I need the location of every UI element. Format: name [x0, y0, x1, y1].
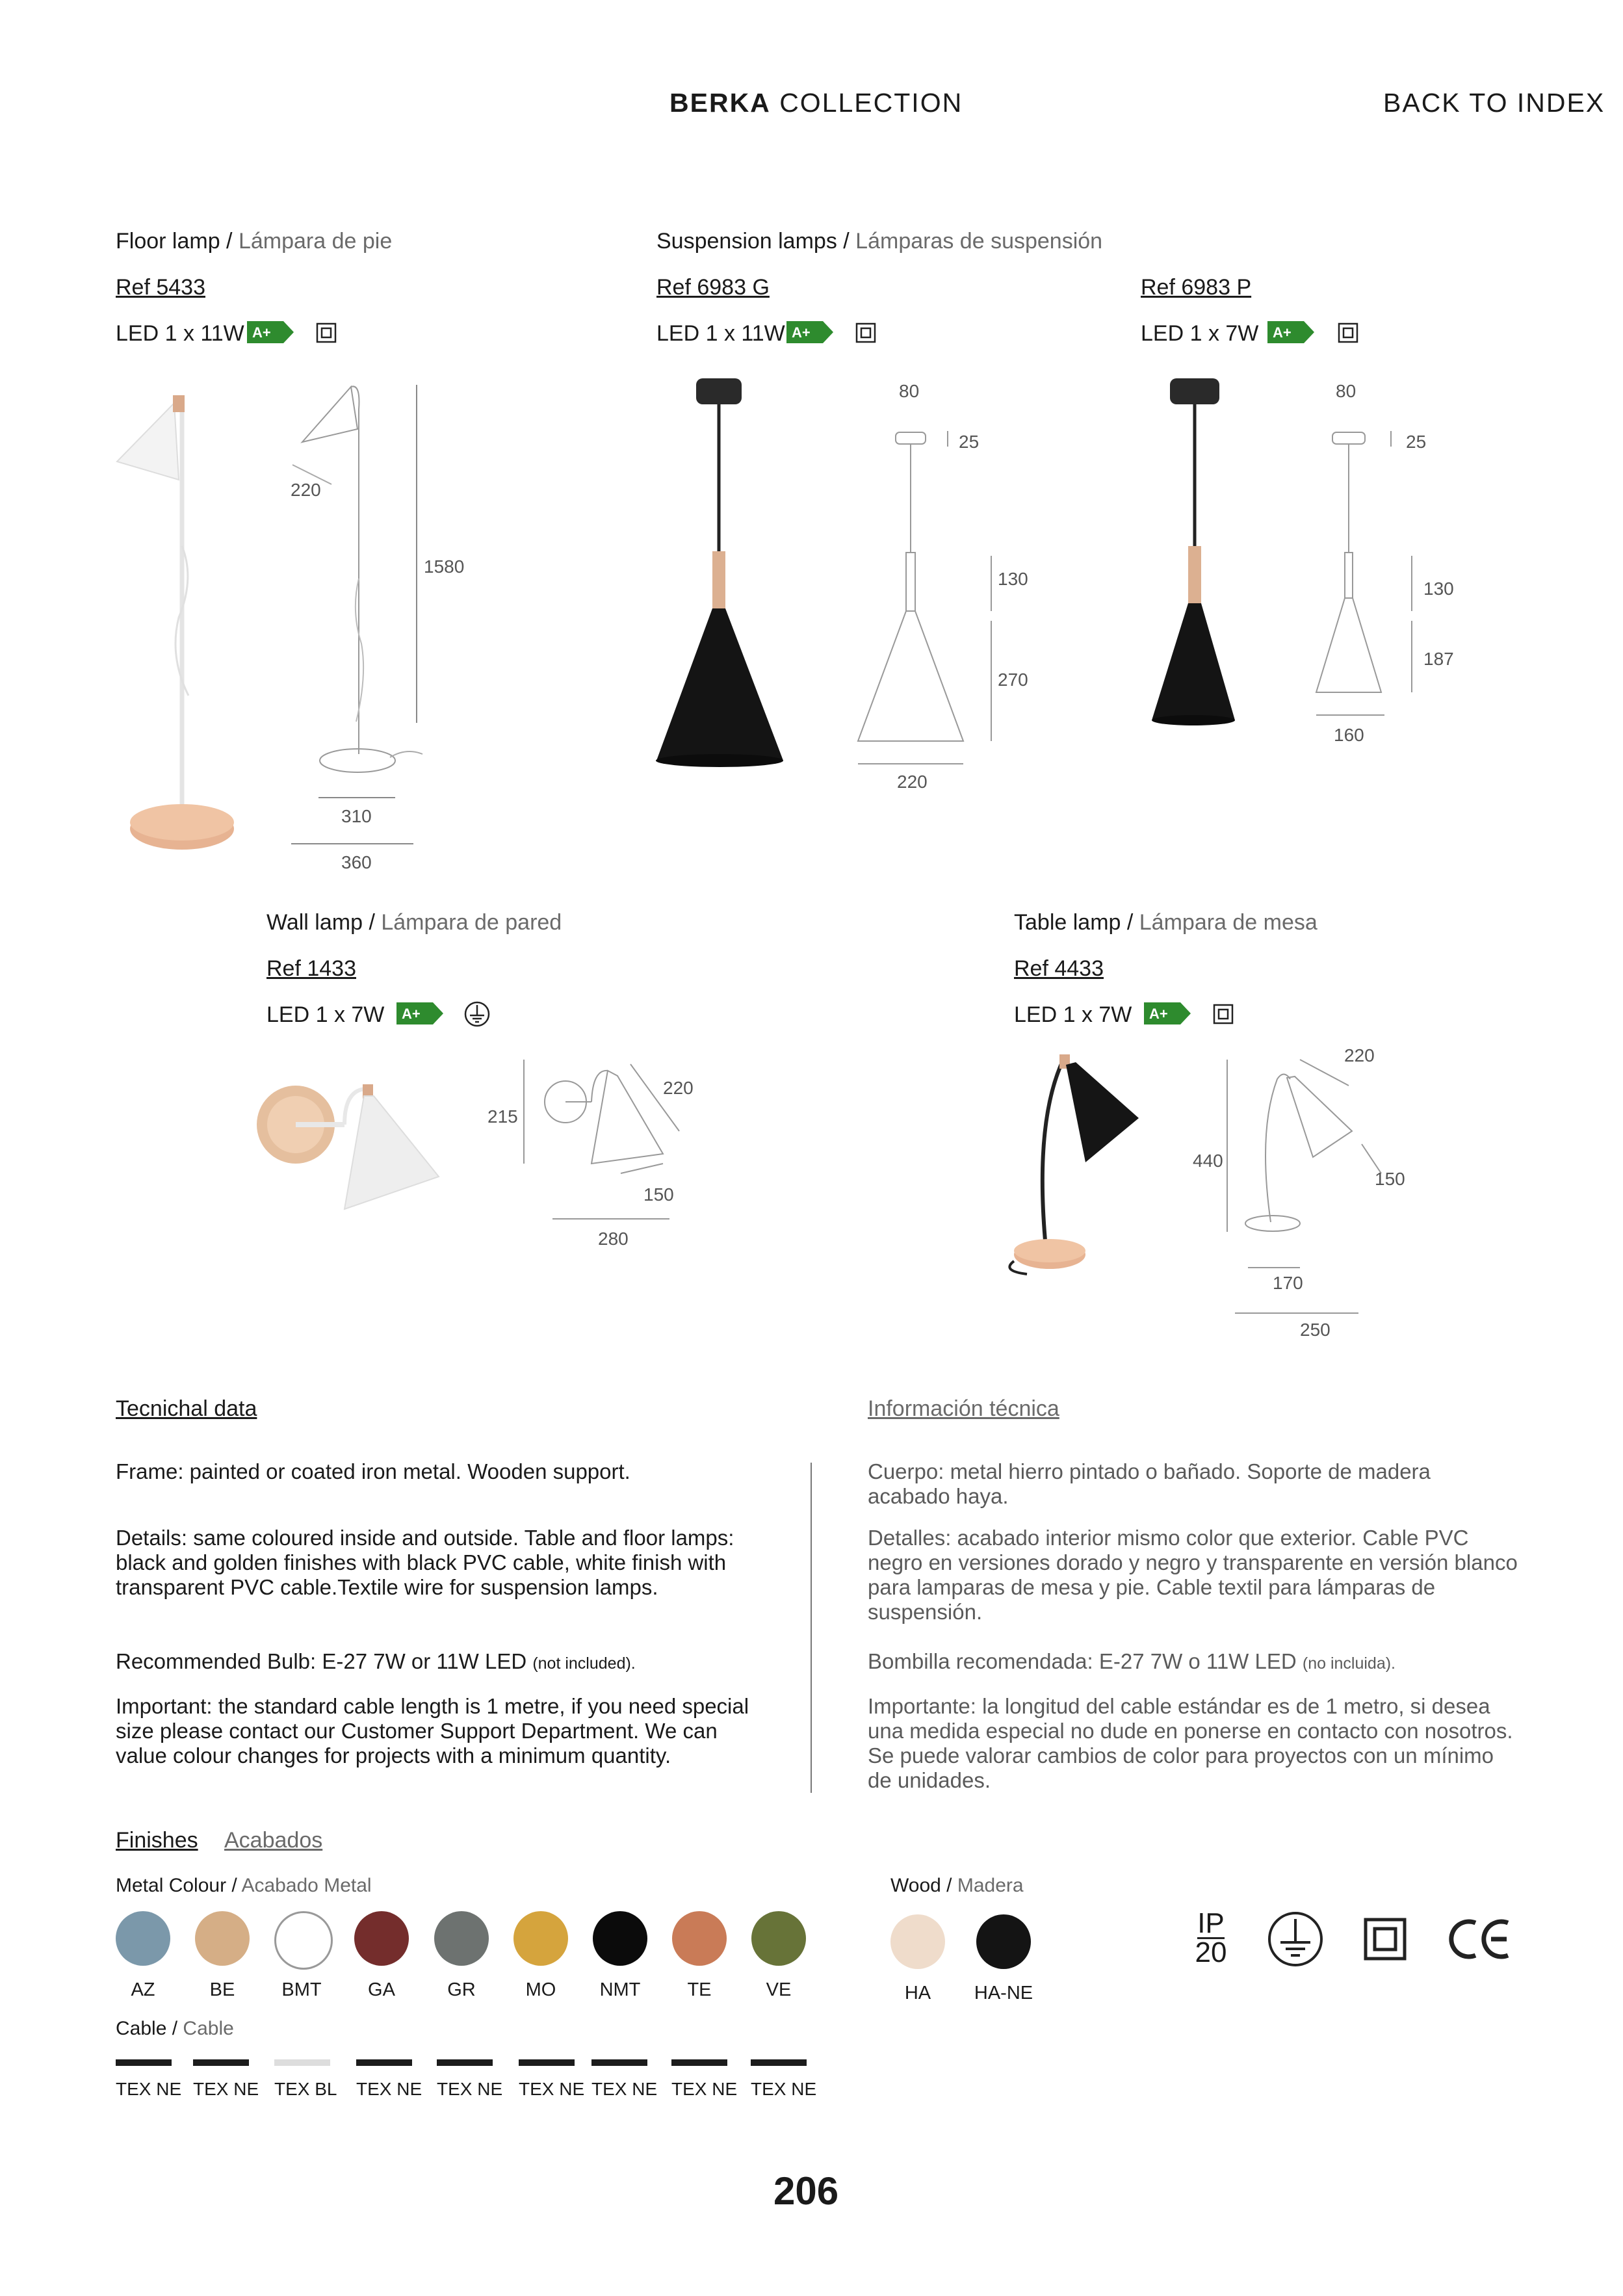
metal-swatch [195, 1911, 250, 1966]
metal-colour-label-es: Acabado Metal [241, 1875, 372, 1896]
cable-swatch [437, 2059, 493, 2066]
class-ii-icon [1213, 1004, 1234, 1024]
energy-class-badge [786, 321, 833, 343]
table-lamp-title: Table lamp / Lámpara de mesa [1014, 910, 1318, 935]
tech-bulb-en-note: (not included). [532, 1654, 636, 1673]
floor-lamp-title: Floor lamp / Lámpara de pie [116, 229, 393, 254]
energy-class-label: A+ [252, 324, 271, 341]
tech-bulb-en-text: Recommended Bulb: E-27 7W or 11W LED [116, 1649, 527, 1673]
tech-details-en: Details: same coloured inside and outside. Table and floor lamps: black and golden finishes with black PVC cable, white finish with transparent PVC cable.Textile wire for suspension lamps. [116, 1526, 734, 1599]
table-lamp-photo [994, 1047, 1144, 1281]
cable-label-en: Cable [116, 2018, 167, 2039]
energy-class-badge [1267, 321, 1314, 343]
metal-swatch-code: BE [209, 1979, 235, 2000]
wall-lamp-title-es: Lámpara de pared [381, 910, 562, 935]
dim-label: 220 [291, 480, 321, 500]
metal-swatch [672, 1911, 727, 1966]
suspension-lamps-title: Suspension lamps / Lámparas de suspensión [656, 229, 1103, 254]
metal-swatch-code: NMT [599, 1979, 641, 2000]
page-number: 206 [773, 2169, 839, 2213]
suspension-g-ref-link[interactable]: Ref 6983 G [656, 275, 770, 300]
dim-label: 80 [1336, 381, 1357, 401]
energy-class-label: A+ [1273, 324, 1292, 341]
floor-lamp-photo [117, 384, 279, 858]
metal-swatch [593, 1911, 647, 1966]
wood-swatch [976, 1914, 1031, 1969]
metal-swatch [751, 1911, 806, 1966]
cable-swatch [751, 2059, 807, 2066]
suspension-g-led: LED 1 x 11W [656, 321, 785, 346]
floor-lamp-title-en: Floor lamp [116, 229, 220, 254]
wall-lamp-photo [247, 1053, 442, 1222]
metal-swatch [354, 1911, 409, 1966]
energy-class-label: A+ [1149, 1006, 1168, 1022]
dim-label: 215 [487, 1106, 518, 1127]
finishes-heading-en: Finishes [116, 1828, 198, 1853]
tech-heading-en: Tecnichal data [116, 1396, 257, 1421]
cable-swatch-code: TEX NE [519, 2079, 585, 2099]
dim-label: 130 [998, 569, 1028, 589]
cable-swatch-code: TEX NE [751, 2079, 817, 2099]
table-lamp-title-es: Lámpara de mesa [1139, 910, 1318, 935]
suspension-g-photo [653, 377, 790, 774]
tech-important-es: Importante: la longitud del cable estándar es de 1 metro, si desea una medida especial no dude en ponerse en contacto con nosotros. Se puede valorar cambios de color para proyectos con un mínimo de unidades. [868, 1694, 1513, 1792]
wood-swatch [890, 1914, 945, 1969]
dim-label: 25 [959, 432, 980, 452]
suspension-p-ref-link[interactable]: Ref 6983 P [1141, 275, 1252, 300]
class-ii-icon [1338, 322, 1358, 343]
dim-line [291, 843, 413, 844]
table-lamp-led: LED 1 x 7W [1014, 1002, 1132, 1027]
dim-label: 220 [897, 772, 928, 792]
wall-lamp-title: Wall lamp / Lámpara de pared [266, 910, 562, 935]
cable-swatch-code: TEX NE [356, 2079, 422, 2099]
cable-swatch-code: TEX NE [671, 2079, 738, 2099]
dim-label: 150 [1375, 1169, 1405, 1189]
wall-lamp-ref-link[interactable]: Ref 1433 [266, 956, 356, 981]
dim-line [416, 385, 417, 723]
metal-swatch-code: VE [766, 1979, 792, 2000]
floor-lamp-led: LED 1 x 11W [116, 321, 244, 346]
suspension-p-photo [1144, 377, 1248, 728]
earth-ground-icon [464, 1001, 490, 1027]
metal-swatch [116, 1911, 170, 1966]
metal-swatch-code: GA [368, 1979, 395, 2000]
metal-colour-label-en: Metal Colour [116, 1875, 227, 1896]
tech-bulb-en [116, 1649, 766, 1676]
cable-label-es: Cable [183, 2018, 234, 2039]
tech-frame-en: Frame: painted or coated iron metal. Wooden support. [116, 1459, 630, 1483]
back-to-index-link[interactable]: BACK TO INDEX [1383, 88, 1605, 118]
cable-swatch-code: TEX NE [193, 2079, 259, 2099]
dim-label: 250 [1300, 1320, 1331, 1340]
cable-swatch [356, 2059, 412, 2066]
suspension-p-led: LED 1 x 7W [1141, 321, 1259, 346]
metal-colour-label: Metal Colour / Acabado Metal [116, 1875, 372, 1896]
wood-label: Wood / Madera [890, 1875, 1024, 1896]
metal-swatch [513, 1911, 568, 1966]
dim-label: 80 [899, 381, 920, 401]
collection-label: COLLECTION [779, 88, 963, 118]
floor-lamp-drawing [286, 384, 442, 787]
cable-swatch [193, 2059, 249, 2066]
dim-label: 130 [1423, 579, 1454, 599]
class-ii-icon [1364, 1918, 1407, 1961]
dim-label: 150 [643, 1184, 674, 1205]
earth-ground-icon [1267, 1911, 1323, 1967]
finishes-heading-es: Acabados [224, 1828, 323, 1853]
wall-lamp-led: LED 1 x 7W [266, 1002, 385, 1027]
column-divider [811, 1463, 812, 1793]
energy-class-badge [1144, 1002, 1191, 1024]
dim-line [318, 797, 395, 798]
energy-class-badge [247, 321, 294, 343]
suspension-title-es: Lámparas de suspensión [855, 229, 1103, 254]
tech-important-en: Important: the standard cable length is 1 metre, if you need special size please contact our Customer Support Department. We can value colour changes for projects with a minimum quantity. [116, 1694, 749, 1768]
cable-label: Cable / Cable [116, 2018, 234, 2039]
collection-name: BERKA [669, 88, 771, 118]
collection-title [669, 88, 963, 118]
cable-swatch [591, 2059, 647, 2066]
dim-label: 220 [663, 1078, 694, 1098]
tech-bulb-es-note: (no incluida). [1302, 1654, 1396, 1673]
dim-label: 310 [341, 806, 372, 826]
cable-swatch [519, 2059, 575, 2066]
ip-label: IP [1197, 1907, 1225, 1939]
floor-lamp-ref-link[interactable]: Ref 5433 [116, 275, 205, 300]
wall-lamp-title-en: Wall lamp [266, 910, 363, 935]
metal-swatch [434, 1911, 489, 1966]
floor-lamp-title-es: Lámpara de pie [238, 229, 393, 254]
metal-swatch-code: GR [447, 1979, 476, 2000]
suspension-g-drawing [851, 426, 981, 770]
cable-swatch [274, 2059, 330, 2066]
dim-label: 270 [998, 670, 1028, 690]
wood-swatch-code: HA [904, 1983, 931, 2003]
dim-label: 220 [1344, 1045, 1375, 1065]
energy-class-label: A+ [402, 1006, 421, 1022]
metal-swatch [274, 1911, 333, 1970]
dim-label: 440 [1193, 1151, 1223, 1171]
suspension-p-drawing [1306, 426, 1436, 731]
class-ii-icon [316, 322, 337, 343]
dim-label: 1580 [424, 556, 465, 577]
energy-class-label: A+ [792, 324, 811, 341]
metal-swatch-code: TE [687, 1979, 712, 2000]
dim-label: 360 [341, 852, 372, 872]
wood-label-es: Madera [957, 1875, 1024, 1896]
dim-label: 187 [1423, 649, 1454, 669]
energy-class-badge [396, 1002, 443, 1024]
dim-label: 170 [1273, 1273, 1303, 1293]
metal-swatch-code: MO [525, 1979, 556, 2000]
table-lamp-title-en: Table lamp [1014, 910, 1121, 935]
table-lamp-drawing [1222, 1053, 1391, 1326]
metal-swatch-code: BMT [281, 1979, 322, 2000]
class-ii-icon [855, 322, 876, 343]
tech-frame-es: Cuerpo: metal hierro pintado o bañado. Soporte de madera acabado haya. [868, 1459, 1431, 1508]
cable-swatch [116, 2059, 172, 2066]
tech-bulb-es [868, 1649, 1518, 1676]
tech-details-es: Detalles: acabado interior mismo color que exterior. Cable PVC negro en versiones dorado y negro y transparente en versión blanco para lamparas de mesa y pie. Cable textil para lámparas de suspensión. [868, 1526, 1518, 1624]
suspension-title-en: Suspension lamps [656, 229, 837, 254]
table-lamp-ref-link[interactable]: Ref 4433 [1014, 956, 1104, 981]
cable-swatch-code: TEX NE [591, 2079, 658, 2099]
metal-swatch-code: AZ [131, 1979, 155, 2000]
tech-heading-es: Información técnica [868, 1396, 1059, 1421]
dim-label: 25 [1406, 432, 1427, 452]
ip20-icon [1191, 1907, 1230, 1968]
tech-bulb-es-text: Bombilla recomendada: E-27 7W o 11W LED [868, 1649, 1297, 1673]
wood-label-en: Wood [890, 1875, 941, 1896]
cable-swatch-code: TEX NE [437, 2079, 503, 2099]
wood-swatch-code: HA-NE [974, 1983, 1033, 2003]
cable-swatch-code: TEX BL [274, 2079, 337, 2099]
cable-swatch [671, 2059, 727, 2066]
cable-swatch-code: TEX NE [116, 2079, 182, 2099]
ip-rating: 20 [1195, 1937, 1227, 1968]
dim-label: 280 [598, 1229, 629, 1249]
ce-mark-icon [1448, 1918, 1513, 1961]
dim-label: 160 [1334, 725, 1364, 745]
